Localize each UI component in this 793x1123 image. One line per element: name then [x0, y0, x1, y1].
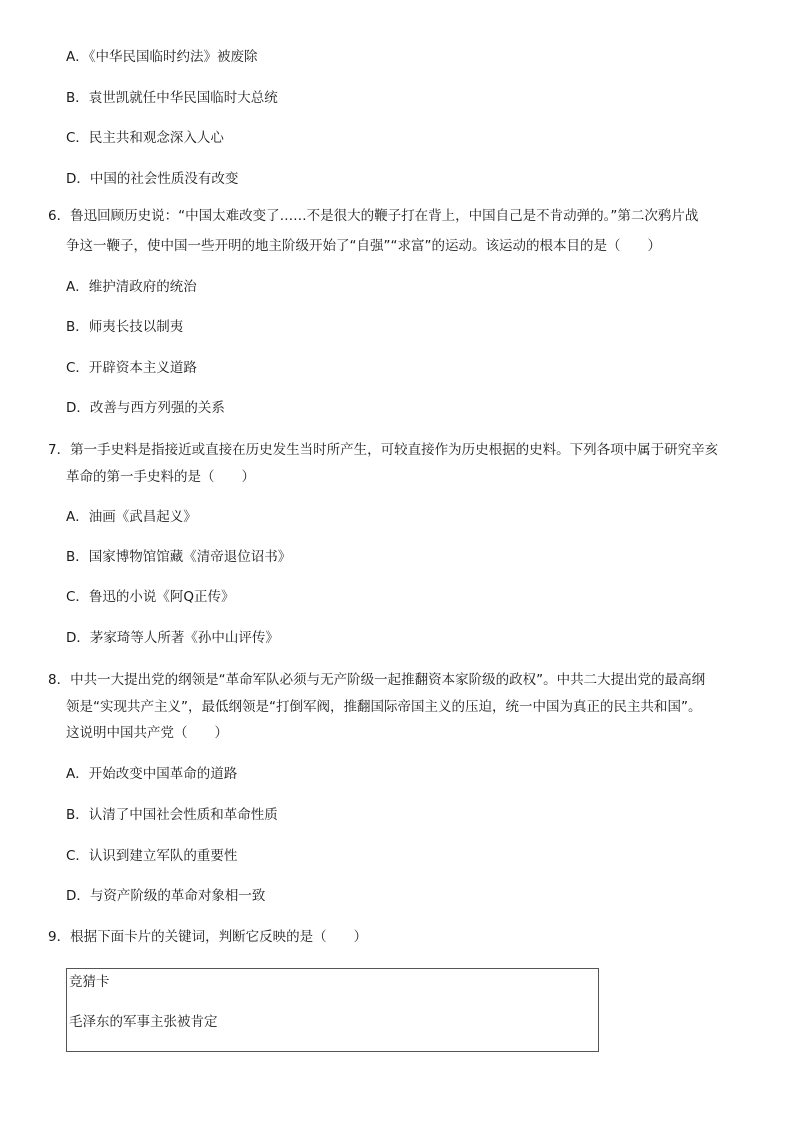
q7-option-b: B．国家博物馆馆藏《清帝退位诏书》 [66, 549, 292, 565]
q7-stem-line2: 革命的第一手史料的是（ ） [66, 469, 255, 485]
q6-option-c: C．开辟资本主义道路 [66, 360, 197, 376]
q9-stem: 9．根据下面卡片的关键词，判断它反映的是（ ） [48, 929, 368, 945]
q7-stem-line1: 7．第一手史料是指接近或直接在历史发生当时所产生，可较直接作为历史根据的史料。下列各项中属于研究辛亥 [48, 442, 719, 458]
q8-stem-line1: 8．中共一大提出党的纲领是“革命军队必须与无产阶级一起推翻资本家阶级的政权”。中共二大提出党的最高纲 [48, 672, 706, 688]
card-text: 毛泽东的军事主张被肯定 [69, 1014, 218, 1030]
q5-option-a: A．《中华民国临时约法》被废除 [66, 49, 258, 65]
q6-option-d: D．改善与西方列强的关系 [66, 400, 225, 416]
q8-option-b: B．认清了中国社会性质和革命性质 [66, 807, 278, 823]
q6-option-b: B．师夷长技以制夷 [66, 319, 184, 335]
card-title: 竞猜卡 [69, 974, 110, 990]
guess-card [66, 968, 599, 1052]
q5-option-c: C．民主共和观念深入人心 [66, 130, 224, 146]
q6-stem-line2: 争这一鞭子，使中国一些开明的地主阶级开始了“自强”“求富”的运动。该运动的根本目的是（ ） [66, 238, 661, 254]
q8-stem-line3: 这说明中国共产党（ ） [66, 725, 228, 741]
q8-option-a: A．开始改变中国革命的道路 [66, 766, 238, 782]
q6-stem-line1: 6．鲁迅回顾历史说：“中国太难改变了……不是很大的鞭子打在背上，中国自己是不肯动弹的。”第二次鸦片战 [48, 208, 699, 224]
q5-option-d: D．中国的社会性质没有改变 [66, 171, 239, 187]
q8-stem-line2: 领是“实现共产主义”，最低纲领是“打倒军阀，推翻国际帝国主义的压迫，统一中国为真正的民主共和国”。 [66, 699, 702, 715]
q5-option-b: B．袁世凯就任中华民国临时大总统 [66, 90, 278, 106]
q8-option-d: D．与资产阶级的革命对象相一致 [66, 888, 266, 904]
q7-option-c: C．鲁迅的小说《阿Q正传》 [66, 589, 235, 605]
q7-option-d: D．茅家琦等人所著《孙中山评传》 [66, 630, 279, 646]
q7-option-a: A．油画《武昌起义》 [66, 509, 197, 525]
q8-option-c: C．认识到建立军队的重要性 [66, 848, 238, 864]
q6-option-a: A．维护清政府的统治 [66, 279, 197, 295]
